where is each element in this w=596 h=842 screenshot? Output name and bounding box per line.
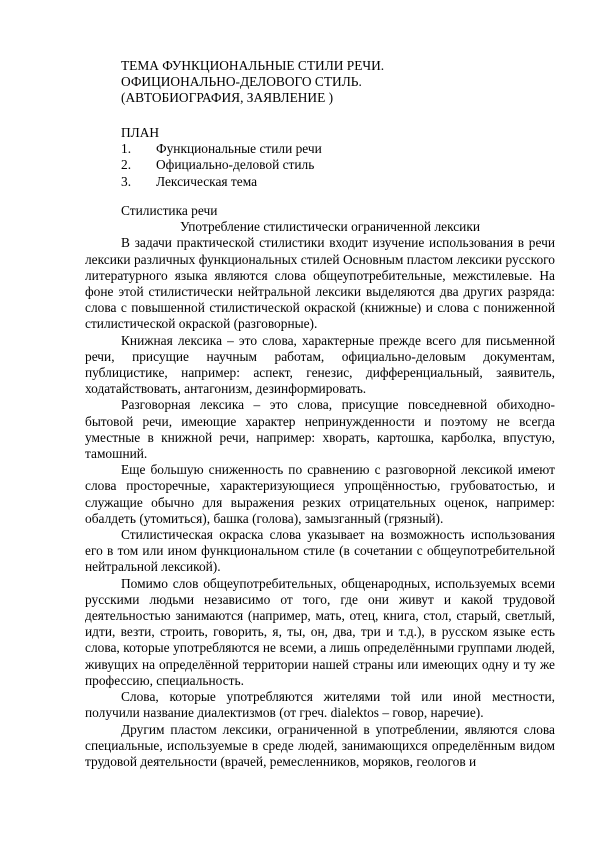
- plan-item: [121, 157, 561, 173]
- paragraph: Другим пластом лексики, ограниченной в употреблении, являются слова специальные, используемые в среде людей, занимающихся определённым видом трудовой деятельности (врачей, ремесленников, моряков, геологов и: [85, 721, 555, 769]
- document-title: [121, 58, 561, 107]
- paragraph: Еще большую сниженность по сравнению с разговорной лексикой имеют слова просторечные, характеризующиеся упрощённостью, грубоватостью, и служащие обычно для выражения резких отрицательных оценок, например: обалдеть (утомиться), башка (голова), замызганный (грязный).: [85, 462, 555, 526]
- plan-section: [121, 125, 561, 190]
- paragraph: Помимо слов общеупотребительных, общенародных, используемых всеми русскими людьми независимо от того, где они живут и какой трудовой деятельностью занимаются (например, мать, отец, книга, стол, старый, светлый, идти, везти, строить, говорить, я, ты, он, два, три и т.д.), в русском языке есть слова, которые употребляются не всеми, а лишь определёнными группами людей, живущих на определённой территории нашей страны или имеющих одну и ту же профессию, специальность.: [85, 575, 555, 688]
- section-subheading: Употребление стилистически ограниченной лексики: [179, 219, 481, 235]
- title-line-3: (АВТОБИОГРАФИЯ, ЗАЯВЛЕНИЕ ): [121, 90, 334, 106]
- document-body: [85, 203, 555, 770]
- paragraph: Разговорная лексика – это слова, присущие повседневной обиходно-бытовой речи, имеющие характер непринужденности и поэтому не всегда уместные в книжной речи, например: хворать, картошка, карболка, впустую, тамошний.: [85, 397, 555, 462]
- plan-heading: ПЛАН: [121, 125, 160, 140]
- paragraph: Книжная лексика – это слова, характерные прежде всего для письменной речи, присущие научным работам, официально-деловым документам, публицистике, например: аспект, генезис, дифференциальный, заявитель, ходатайствовать, антагонизм, дезинформировать.: [85, 332, 555, 397]
- paragraph: В задачи практической стилистики входит изучение использования в речи лексики различных функциональных стилей Основным пластом лексики русского литературного языка являются слова общеупотребительные, межстилевые. На фоне этой стилистически нейтральной лексики выделяются два других разряда: слова с повышенной стилистической окраской (книжные) и слова с пониженной стилистической окраской (разговорные).: [85, 235, 555, 332]
- plan-item-text: Лексическая тема: [156, 173, 258, 189]
- plan-item-number: 3.: [121, 173, 132, 189]
- plan-item: [121, 141, 561, 157]
- plan-item-number: 1.: [121, 141, 132, 157]
- plan-item: [121, 174, 561, 190]
- paragraph: Слова, которые употребляются жителями той или иной местности, получили название диалектизмов (от греч. dialektos – говор, наречие).: [85, 689, 555, 721]
- plan-item-number: 2.: [121, 157, 132, 173]
- title-line-2: ОФИЦИОНАЛЬНО-ДЕЛОВОГО СТИЛЬ.: [121, 74, 362, 90]
- section-heading: Стилистика речи: [121, 203, 218, 218]
- plan-item-text: Функциональные стили речи: [156, 141, 322, 157]
- title-line-1: ТЕМА ФУНКЦИОНАЛЬНЫЕ СТИЛИ РЕЧИ.: [121, 58, 385, 73]
- paragraph: Стилистическая окраска слова указывает на возможность использования его в том или ином функциональном стиле (в сочетании с общеупотребительной нейтральной лексикой).: [85, 527, 555, 575]
- plan-item-text: Официально-деловой стиль: [156, 157, 315, 173]
